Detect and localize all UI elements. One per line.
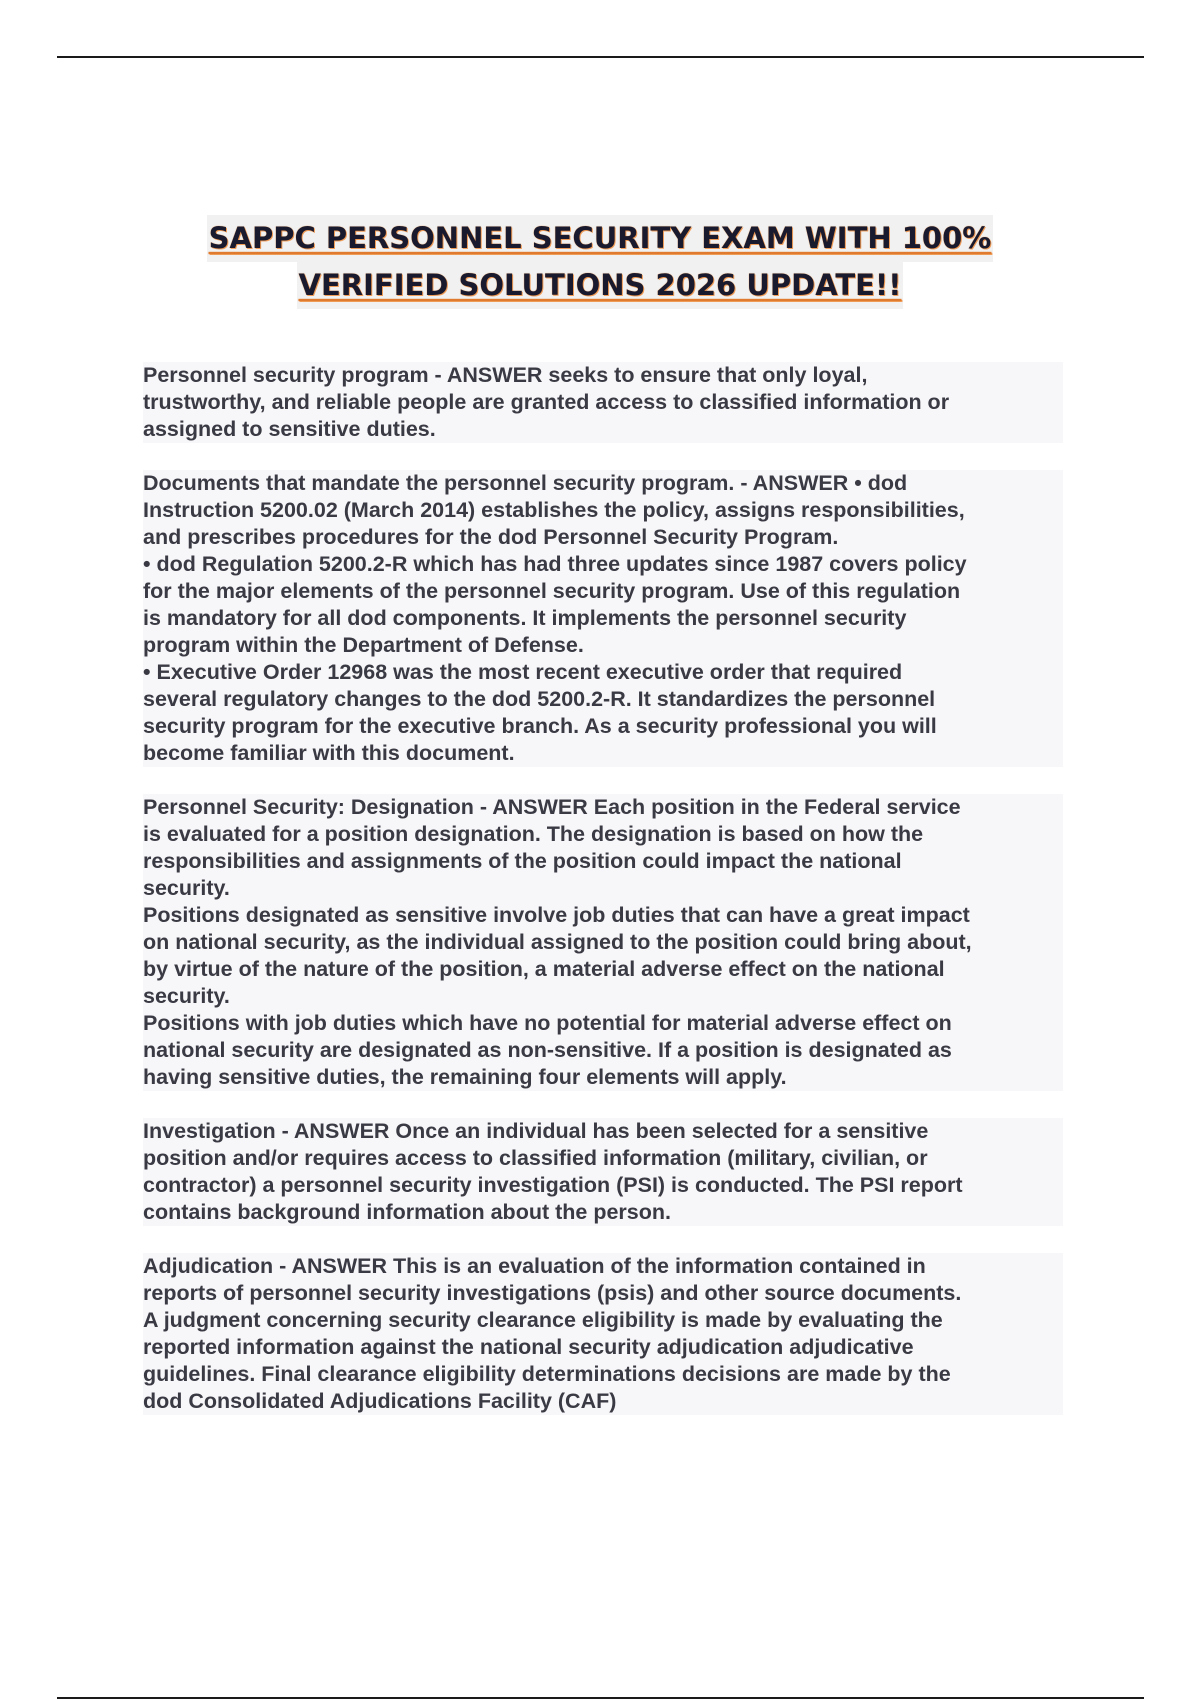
text-line: • dod Regulation 5200.2-R which has had three updates since 1987 covers policy — [143, 551, 1063, 578]
text-line: several regulatory changes to the dod 5200.2-R. It standardizes the personnel — [143, 686, 1063, 713]
title-line-1: SAPPC PERSONNEL SECURITY EXAM WITH 100% — [207, 215, 994, 262]
text-line: Positions with job duties which have no potential for material adverse effect on — [143, 1010, 1063, 1037]
document-body — [143, 362, 1063, 1442]
text-line: reported information against the national security adjudication adjudicative — [143, 1334, 1063, 1361]
text-line: Documents that mandate the personnel security program. - ANSWER • dod — [143, 470, 1063, 497]
text-line: responsibilities and assignments of the position could impact the national — [143, 848, 1063, 875]
title-line-2: VERIFIED SOLUTIONS 2026 UPDATE!! — [297, 262, 904, 309]
text-line: on national security, as the individual assigned to the position could bring about, — [143, 929, 1063, 956]
text-line: contractor) a personnel security investigation (PSI) is conducted. The PSI report — [143, 1172, 1063, 1199]
text-line: security. — [143, 983, 1063, 1010]
qa-item-investigation — [143, 1118, 1063, 1226]
qa-item-designation — [143, 794, 1063, 1091]
qa-item-personnel-security-program — [143, 362, 1063, 443]
text-line: Investigation - ANSWER Once an individual has been selected for a sensitive — [143, 1118, 1063, 1145]
text-line: having sensitive duties, the remaining four elements will apply. — [143, 1064, 1063, 1091]
text-line: Positions designated as sensitive involve job duties that can have a great impact — [143, 902, 1063, 929]
text-line: is evaluated for a position designation. The designation is based on how the — [143, 821, 1063, 848]
text-line: security program for the executive branch. As a security professional you will — [143, 713, 1063, 740]
text-line: for the major elements of the personnel security program. Use of this regulation — [143, 578, 1063, 605]
text-line: program within the Department of Defense. — [143, 632, 1063, 659]
text-line: and prescribes procedures for the dod Personnel Security Program. — [143, 524, 1063, 551]
bottom-divider — [57, 1697, 1144, 1699]
text-line: is mandatory for all dod components. It implements the personnel security — [143, 605, 1063, 632]
text-line: • Executive Order 12968 was the most recent executive order that required — [143, 659, 1063, 686]
text-line: dod Consolidated Adjudications Facility (CAF) — [143, 1388, 1063, 1415]
text-line: trustworthy, and reliable people are granted access to classified information or — [143, 389, 1063, 416]
text-line: Personnel Security: Designation - ANSWER Each position in the Federal service — [143, 794, 1063, 821]
qa-item-adjudication — [143, 1253, 1063, 1415]
text-line: by virtue of the nature of the position, a material adverse effect on the national — [143, 956, 1063, 983]
text-line: A judgment concerning security clearance eligibility is made by evaluating the — [143, 1307, 1063, 1334]
top-divider — [57, 56, 1144, 58]
document-title — [0, 215, 1200, 309]
text-line: Personnel security program - ANSWER seeks to ensure that only loyal, — [143, 362, 1063, 389]
text-line: Instruction 5200.02 (March 2014) establishes the policy, assigns responsibilities, — [143, 497, 1063, 524]
text-line: Adjudication - ANSWER This is an evaluation of the information contained in — [143, 1253, 1063, 1280]
text-line: national security are designated as non-sensitive. If a position is designated as — [143, 1037, 1063, 1064]
text-line: become familiar with this document. — [143, 740, 1063, 767]
text-line: security. — [143, 875, 1063, 902]
text-line: contains background information about the person. — [143, 1199, 1063, 1226]
text-line: position and/or requires access to classified information (military, civilian, or — [143, 1145, 1063, 1172]
text-line: reports of personnel security investigations (psis) and other source documents. — [143, 1280, 1063, 1307]
qa-item-mandating-documents — [143, 470, 1063, 767]
text-line: assigned to sensitive duties. — [143, 416, 1063, 443]
text-line: guidelines. Final clearance eligibility determinations decisions are made by the — [143, 1361, 1063, 1388]
